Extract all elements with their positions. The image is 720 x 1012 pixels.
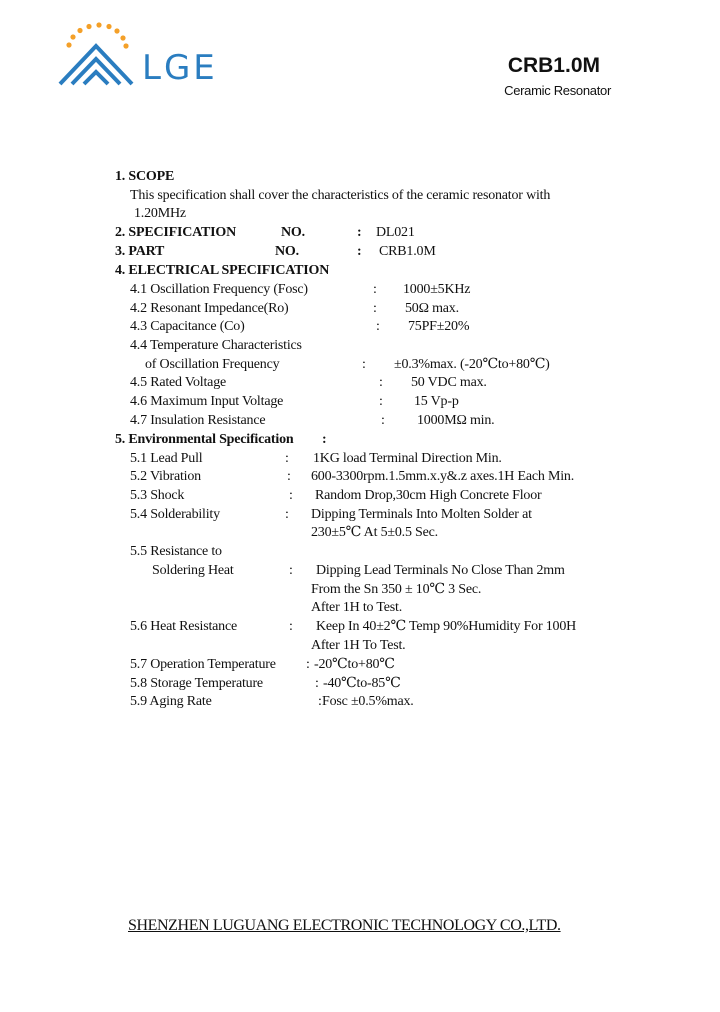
elec-item-label: 4.3 Capacitance (Co): [130, 319, 245, 334]
env-item-colon: :: [285, 451, 289, 466]
env-item-value: Random Drop,30cm High Concrete Floor: [315, 488, 542, 503]
env-item-label: 5.3 Shock: [130, 488, 185, 503]
env-item-continuation: After 1H to Test.: [311, 600, 403, 615]
env-item-colon: :: [285, 507, 289, 522]
elec-item-value: 15 Vp-p: [414, 394, 459, 409]
env-item-label: 5.2 Vibration: [130, 469, 201, 484]
env-item-colon: :: [289, 488, 293, 503]
env-item-value: 600-3300rpm.1.5mm.x.y&.z axes.1H Each Min.: [311, 469, 575, 484]
model-number: CRB1.0M: [507, 54, 600, 77]
env-item-label: 5.4 Solderability: [130, 507, 220, 522]
env-item-colon: :: [289, 563, 293, 578]
elec-item-colon: :: [362, 357, 366, 372]
brand-name: LGE: [142, 48, 218, 88]
elec-item-label: 4.6 Maximum Input Voltage: [130, 394, 284, 409]
env-item-colon: :: [318, 694, 322, 709]
elec-item-colon: :: [379, 375, 383, 390]
env-item-continuation: From the Sn 350 ± 10℃ 3 Sec.: [311, 582, 482, 597]
env-item-label: 5.8 Storage Temperature: [130, 676, 263, 691]
product-subtitle: Ceramic Resonator: [504, 83, 611, 98]
env-item-colon: :: [287, 469, 291, 484]
elec-item-label: 4.7 Insulation Resistance: [130, 413, 266, 428]
section-environmental-colon: :: [322, 432, 327, 447]
footer-company-name: SHENZHEN LUGUANG ELECTRONIC TECHNOLOGY CO.,LTD.: [128, 917, 561, 934]
env-item-label: Soldering Heat: [152, 563, 234, 578]
elec-item-value: 50Ω max.: [405, 301, 459, 316]
env-item-label: 5.9 Aging Rate: [130, 694, 212, 709]
env-item-value: Keep In 40±2℃ Temp 90%Humidity For 100H: [316, 619, 577, 634]
part-no-colon: :: [357, 244, 362, 259]
env-item-continuation: After 1H To Test.: [311, 638, 406, 653]
env-item-value: Dipping Lead Terminals No Close Than 2mm: [316, 563, 565, 578]
elec-item-value: 1000±5KHz: [403, 282, 471, 297]
env-item-label: 5.1 Lead Pull: [130, 451, 203, 466]
env-item-continuation: 230±5℃ At 5±0.5 Sec.: [311, 525, 438, 540]
elec-item-label: of Oscillation Frequency: [145, 357, 280, 372]
scope-text-line2: 1.20MHz: [134, 206, 186, 221]
spec-no-key: NO.: [281, 225, 305, 240]
spec-no-label: 2. SPECIFICATION: [115, 225, 237, 240]
part-no-key: NO.: [275, 244, 299, 259]
env-item-colon: :: [289, 619, 293, 634]
elec-item-value: 1000MΩ min.: [417, 413, 495, 428]
env-item-value: -20℃to+80℃: [314, 657, 395, 672]
elec-item-colon: :: [373, 282, 377, 297]
env-item-colon: :: [315, 676, 319, 691]
env-item-value: Dipping Terminals Into Molten Solder at: [311, 507, 532, 522]
env-item-value: 1KG load Terminal Direction Min.: [313, 451, 502, 466]
env-item-colon: :: [306, 657, 310, 672]
elec-item-label: 4.5 Rated Voltage: [130, 375, 227, 390]
part-no-value: CRB1.0M: [379, 244, 436, 259]
spec-no-value: DL021: [376, 225, 415, 240]
elec-item-colon: :: [376, 319, 380, 334]
section-electrical-title: 4. ELECTRICAL SPECIFICATION: [115, 263, 330, 278]
elec-item-label: 4.4 Temperature Characteristics: [130, 338, 302, 353]
elec-item-value: 75PF±20%: [408, 319, 470, 334]
elec-item-value: ±0.3%max. (-20℃to+80℃): [394, 357, 550, 372]
env-item-label: 5.7 Operation Temperature: [130, 657, 276, 672]
elec-item-label: 4.1 Oscillation Frequency (Fosc): [130, 282, 308, 297]
elec-item-colon: :: [373, 301, 377, 316]
env-item-value: -40℃to-85℃: [323, 676, 401, 691]
section-environmental-title: 5. Environmental Specification: [115, 432, 294, 447]
env-item-label: 5.5 Resistance to: [130, 544, 222, 559]
elec-item-colon: :: [381, 413, 385, 428]
elec-item-value: 50 VDC max.: [411, 375, 487, 390]
company-logo: [56, 22, 236, 92]
part-no-label: 3. PART: [115, 244, 165, 259]
section-scope-title: 1. SCOPE: [115, 169, 175, 184]
spec-no-colon: :: [357, 225, 362, 240]
env-item-label: 5.6 Heat Resistance: [130, 619, 237, 634]
elec-item-label: 4.2 Resonant Impedance(Ro): [130, 301, 289, 316]
elec-item-colon: :: [379, 394, 383, 409]
env-item-value: Fosc ±0.5%max.: [322, 694, 414, 709]
scope-text-line1: This specification shall cover the characteristics of the ceramic resonator with: [130, 188, 551, 203]
